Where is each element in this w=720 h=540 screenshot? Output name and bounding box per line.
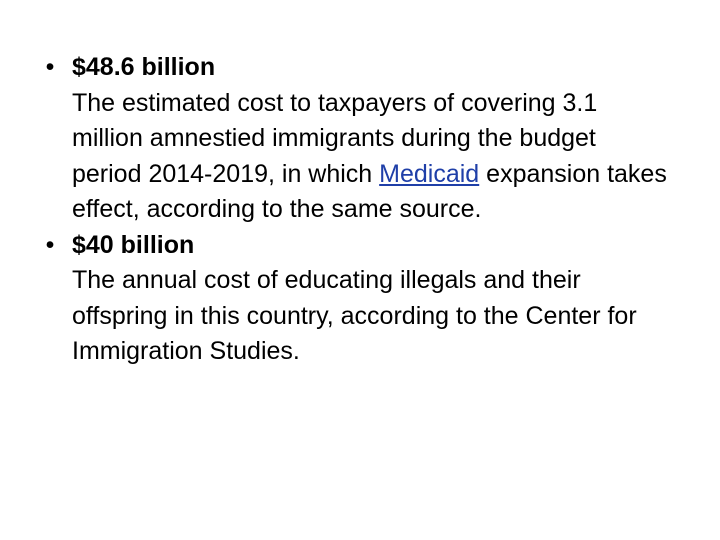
bullet-text [72,86,670,228]
bullet-dot-icon: • [45,53,55,81]
bullet-text-before-link: The estimated cost to taxpayers of covering 3.1 million amnestied immigrants during the budget period 2014-2019, in which [72,88,598,188]
medicaid-link[interactable]: Medicaid [379,159,480,188]
bullet-item-medicaid-cost [40,50,670,228]
bullet-text: The annual cost of educating illegals and their offspring in this country, according to the Center for Immigration Studies. [72,266,637,365]
bullet-text-after-link: expansion takes effect, according to the same source. [72,159,667,223]
bullet-list [40,50,670,370]
bullet-dot-icon: • [45,230,55,259]
bullet-item-education-cost [40,228,670,370]
bullet-title: $40 billion [72,230,195,259]
bullet-title: $48.6 billion [72,53,216,81]
